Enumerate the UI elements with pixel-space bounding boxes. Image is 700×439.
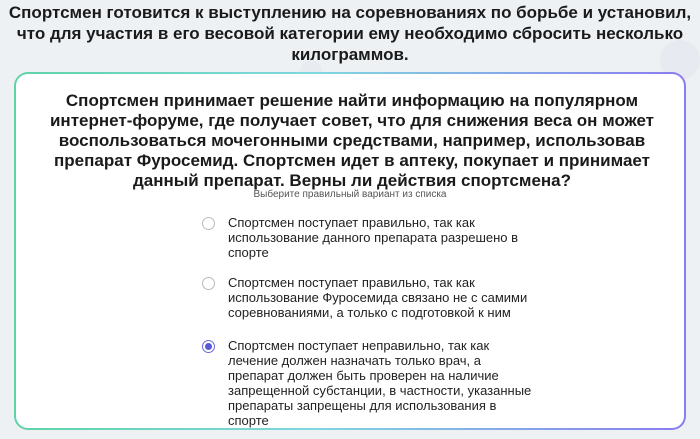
radio-button[interactable] [202, 340, 215, 353]
radio-button[interactable] [202, 277, 215, 290]
answer-hint: Выберите правильный вариант из списка [253, 189, 447, 200]
answer-option-1[interactable] [202, 215, 532, 260]
answer-option-2[interactable] [202, 275, 532, 320]
radio-button[interactable] [202, 217, 215, 230]
question-text: Спортсмен принимает решение найти информацию на популярном интернет-форуме, где получает совет, что для снижения веса он может воспользоваться мочегонными средствами, например, использовав препарат Фуросемид. Спортсмен идет в аптеку, покупает и принимает данный препарат. Верны ли действия спортсмена? [49, 91, 655, 190]
answer-option-3[interactable] [202, 338, 532, 428]
answer-option-label: Спортсмен поступает правильно, так как использование данного препарата разрешено в спорте [228, 215, 519, 260]
answer-option-label: Спортсмен поступает неправильно, так как лечение должен назначать только врач, а препарат должен быть проверен на наличие запрещенной субстанции, в частности, указанные препараты запрещены для использования в спорте [228, 338, 532, 428]
answer-options [202, 215, 532, 428]
answer-option-label: Спортсмен поступает правильно, так как использование Фуросемида связано не с самими соревнованиями, а только с подготовкой к ним [228, 275, 528, 320]
task-intro-text: Спортсмен готовится к выступлению на соревнованиях по борьбе и установил, что для участия в его весовой категории ему необходимо сбросить несколько килограммов. [8, 3, 692, 64]
question-card [14, 72, 686, 430]
